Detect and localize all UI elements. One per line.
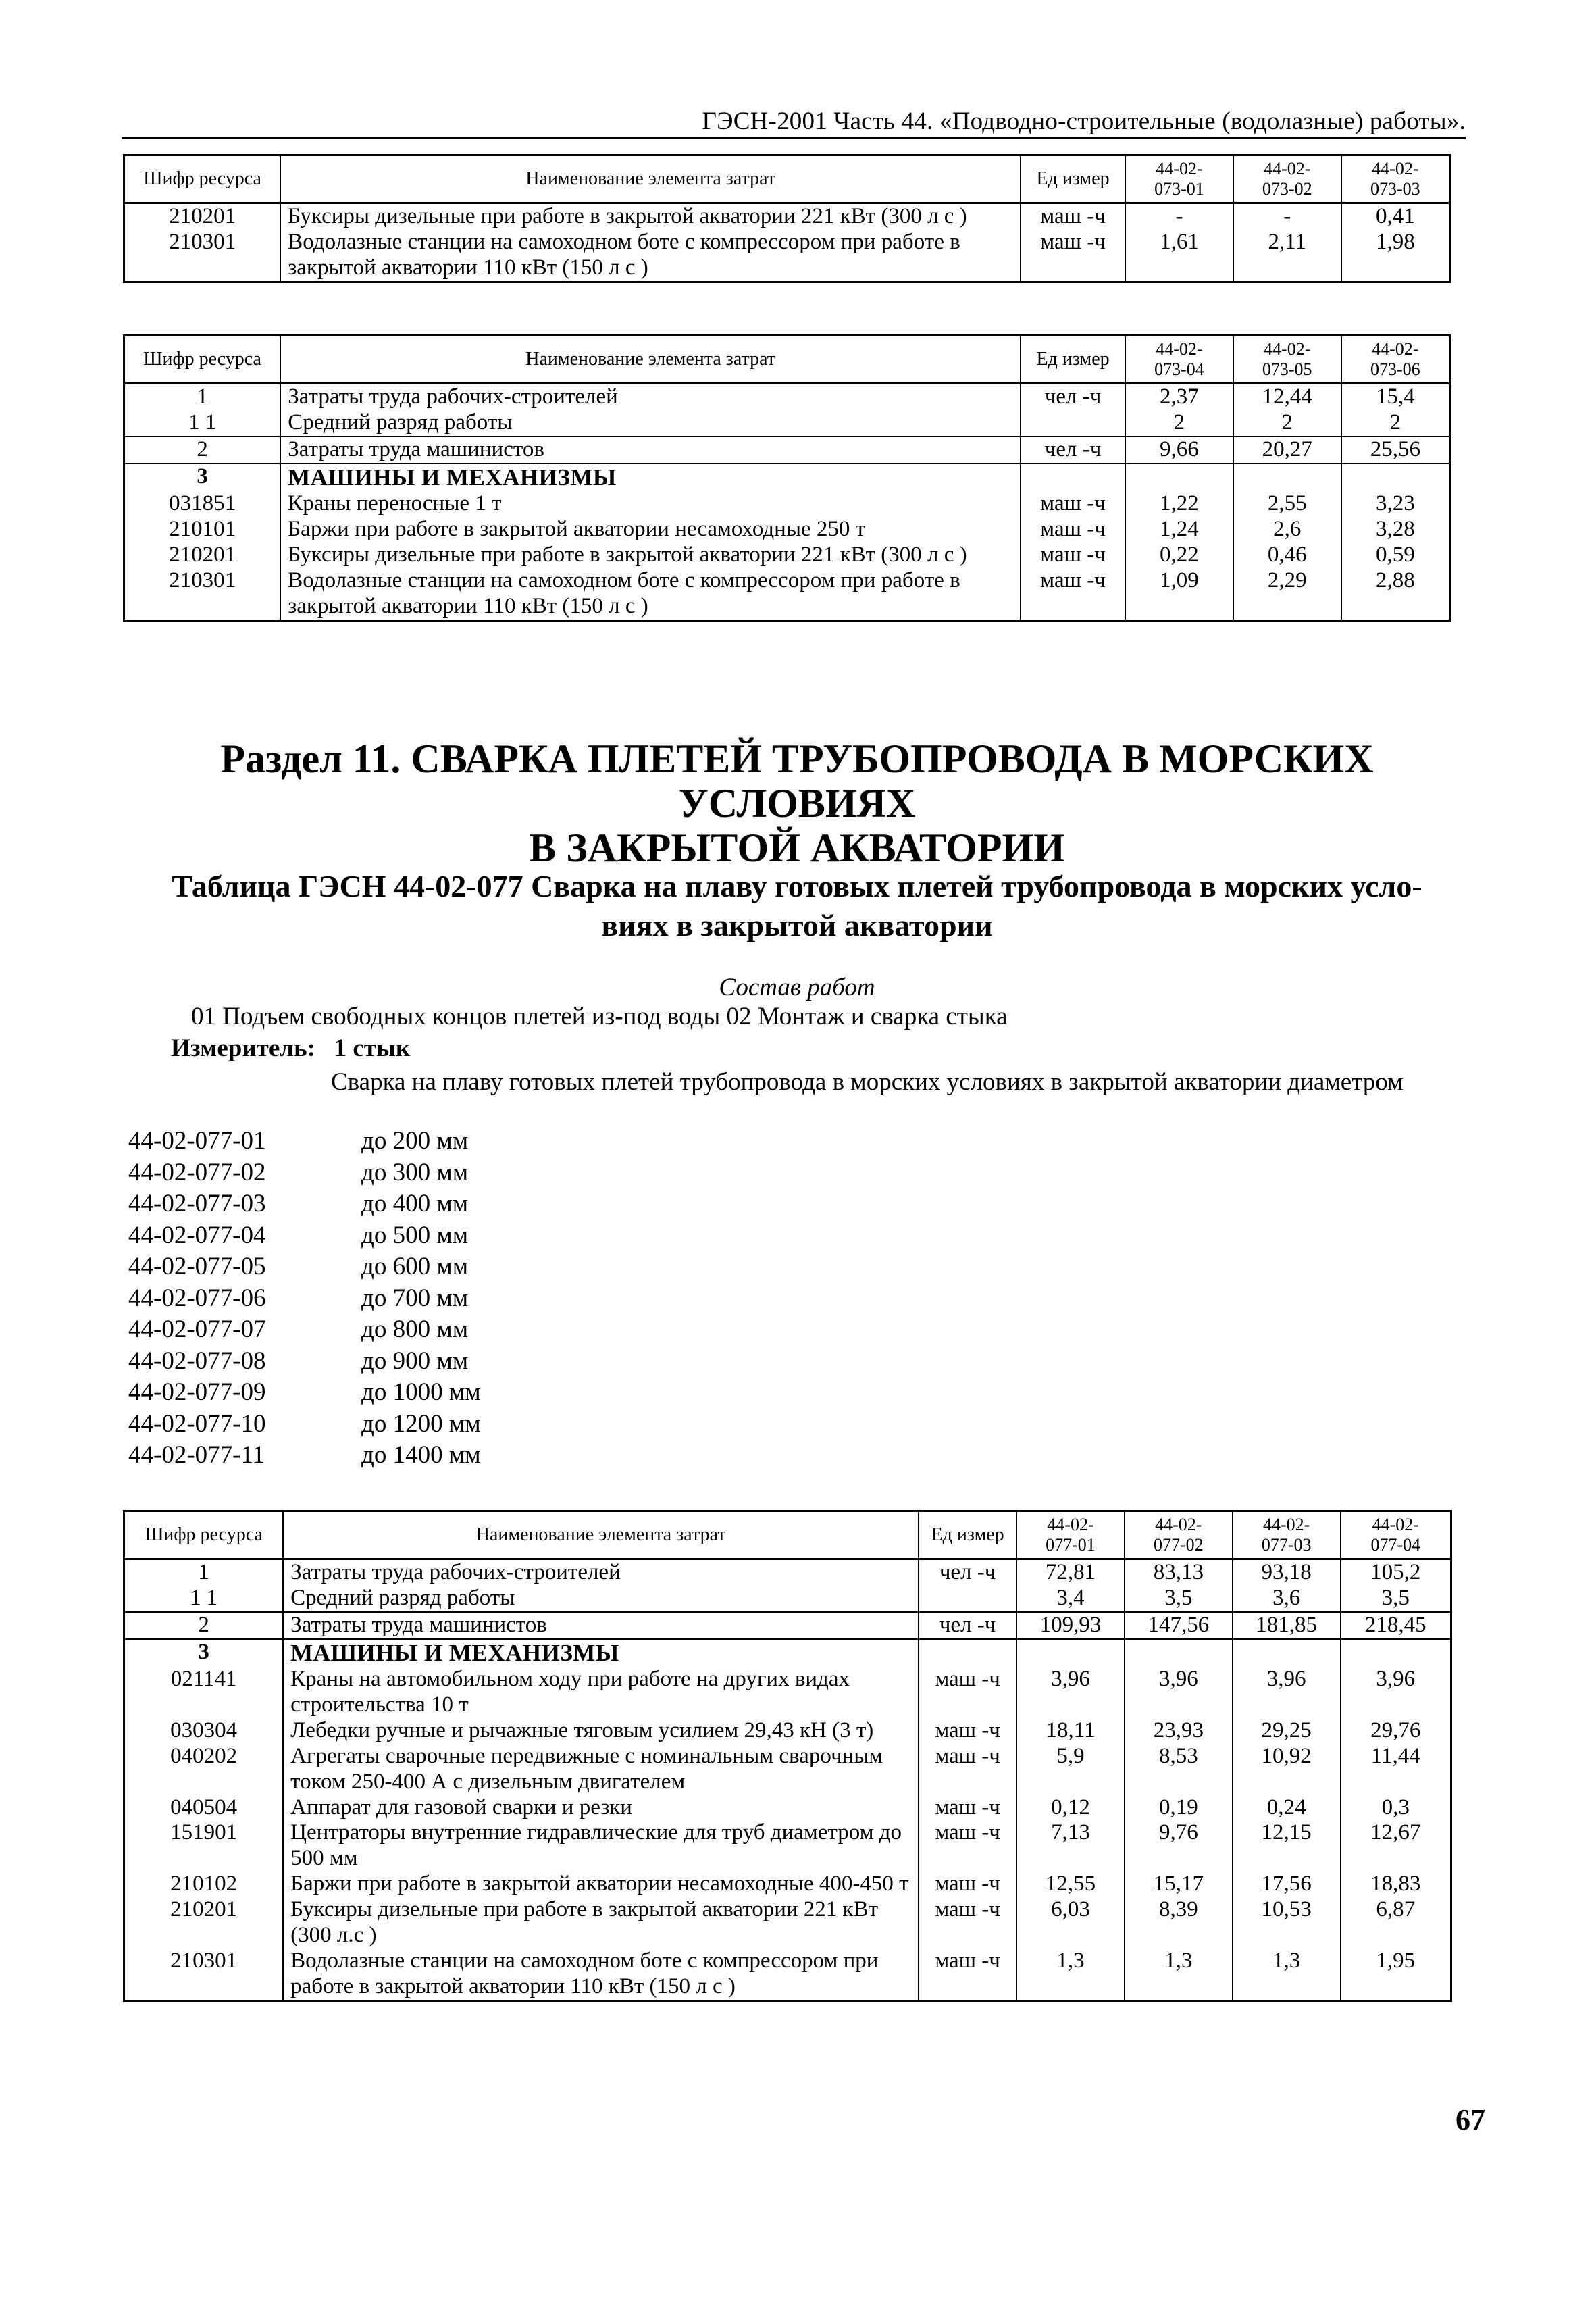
resource-name: Краны переносные 1 т — [280, 491, 1021, 517]
norm-code: 44-02- 077-01 — [1046, 1515, 1096, 1555]
resource-value: 15,4 — [1341, 383, 1450, 409]
table-row — [124, 1718, 1451, 1744]
resource-value: 29,76 — [1341, 1718, 1451, 1744]
col-header-norm — [1341, 336, 1450, 384]
table-row — [124, 568, 1450, 620]
resource-unit: маш -ч — [919, 1718, 1016, 1744]
resource-unit: маш -ч — [919, 1897, 1016, 1948]
resource-name: Затраты труда машинистов — [283, 1612, 919, 1639]
resource-value: 18,83 — [1341, 1871, 1451, 1897]
norm-code-row — [128, 1157, 481, 1189]
resource-unit — [919, 1586, 1016, 1612]
resource-value: 3,96 — [1125, 1667, 1233, 1718]
resource-value: 2,29 — [1233, 568, 1341, 620]
resource-value: 0,46 — [1233, 543, 1341, 568]
resource-value: 0,41 — [1341, 203, 1450, 229]
table-row — [124, 436, 1450, 463]
resource-value: 20,27 — [1233, 436, 1341, 463]
resource-unit: маш -ч — [919, 1667, 1016, 1718]
resource-value: 3,28 — [1341, 517, 1450, 543]
resource-code: 031851 — [124, 491, 281, 517]
resource-value: 15,17 — [1125, 1871, 1233, 1897]
table-row — [124, 517, 1450, 543]
col-header-norm — [1341, 155, 1450, 203]
norm-code: 44-02- 073-05 — [1262, 339, 1312, 379]
table-row — [124, 543, 1450, 568]
diameter-range: до 500 мм — [361, 1221, 469, 1249]
resource-value: 8,53 — [1125, 1744, 1233, 1795]
table-row — [124, 491, 1450, 517]
resource-value: 1,3 — [1016, 1948, 1125, 2001]
resource-name: Водолазные станции на самоходном боте с компрессором при работе в закрытой акватории 110 кВт (150 л с ) — [283, 1948, 919, 2001]
resource-value: 2,88 — [1341, 568, 1450, 620]
resource-value: 9,66 — [1125, 436, 1233, 463]
table-row — [124, 1559, 1451, 1585]
norm-code: 44-02-077-07 — [128, 1315, 266, 1343]
resource-value: 3,6 — [1233, 1586, 1341, 1612]
resource-name: Водолазные станции на самоходном боте с компрессором при работе в закрытой акватории 110 кВт (150 л с ) — [280, 230, 1021, 282]
norm-code: 44-02- 073-02 — [1262, 159, 1312, 199]
norm-code: 44-02-077-06 — [128, 1284, 266, 1312]
resource-value: 1,61 — [1125, 230, 1233, 282]
resource-name: Водолазные станции на самоходном боте с компрессором при работе в закрытой акватории 110 кВт (150 л с ) — [280, 568, 1021, 620]
resource-value: 8,39 — [1125, 1897, 1233, 1948]
resource-value: 2,11 — [1233, 230, 1341, 282]
resource-code: 1 — [124, 1559, 284, 1585]
norm-code: 44-02- 073-01 — [1154, 159, 1204, 199]
resource-code: 210101 — [124, 517, 281, 543]
resource-unit: чел -ч — [1021, 383, 1125, 409]
resource-value: 2 — [1125, 410, 1233, 436]
resource-value: 1,24 — [1125, 517, 1233, 543]
col-header-code: Шифр ресурса — [124, 155, 281, 203]
table-row — [124, 383, 1450, 409]
norm-code: 44-02- 077-02 — [1153, 1515, 1204, 1555]
resource-code: 210102 — [124, 1871, 284, 1897]
resource-name: Буксиры дизельные при работе в закрытой акватории 221 кВт (300 л с ) — [280, 543, 1021, 568]
resource-value — [1233, 463, 1341, 491]
resource-value: 181,85 — [1233, 1612, 1341, 1639]
resource-code: 210201 — [124, 543, 281, 568]
resource-value: 1,95 — [1341, 1948, 1451, 2001]
col-header-name: Наименование элемента затрат — [283, 1511, 919, 1559]
resource-name: Лебедки ручные и рычажные тяговым усилием 29,43 кН (3 т) — [283, 1718, 919, 1744]
table-title-line: виях в закрытой акватории — [601, 907, 993, 942]
resource-value: 12,15 — [1233, 1820, 1341, 1871]
table-section-row — [124, 1639, 1451, 1667]
resource-unit — [1021, 463, 1125, 491]
resource-value: 2 — [1233, 410, 1341, 436]
resource-value: 3,23 — [1341, 491, 1450, 517]
resource-code: 2 — [124, 1612, 284, 1639]
resource-unit — [1021, 410, 1125, 436]
resource-name: Баржи при работе в закрытой акватории несамоходные 250 т — [280, 517, 1021, 543]
resource-value: 3,96 — [1016, 1667, 1125, 1718]
resource-code: 210301 — [124, 1948, 284, 2001]
col-header-norm — [1233, 1511, 1341, 1559]
resource-code: 210201 — [124, 203, 281, 229]
norm-code-row — [128, 1409, 481, 1440]
resource-name: Средний разряд работы — [280, 410, 1021, 436]
resource-value: 1,09 — [1125, 568, 1233, 620]
resource-value — [1341, 463, 1450, 491]
diameter-range: до 800 мм — [361, 1315, 469, 1343]
resource-value: 72,81 — [1016, 1559, 1125, 1585]
resource-value: 1,3 — [1233, 1948, 1341, 2001]
norm-code-row — [128, 1220, 481, 1252]
col-header-norm — [1125, 155, 1233, 203]
table-row — [124, 1667, 1451, 1718]
resource-value: 25,56 — [1341, 436, 1450, 463]
composition-text: 01 Подъем свободных концов плетей из-под воды 02 Монтаж и сварка стыка — [191, 1003, 1008, 1030]
resource-value: 3,5 — [1125, 1586, 1233, 1612]
col-header-norm — [1125, 336, 1233, 384]
norm-code: 44-02-077-08 — [128, 1347, 266, 1375]
resource-value: 147,56 — [1125, 1612, 1233, 1639]
norm-code: 44-02- 073-06 — [1370, 339, 1420, 379]
col-header-norm — [1233, 336, 1341, 384]
resource-code: 1 1 — [124, 1586, 284, 1612]
table-row — [124, 1871, 1451, 1897]
resource-value: 29,25 — [1233, 1718, 1341, 1744]
resource-code: 3 — [124, 1639, 284, 1667]
resource-value: 17,56 — [1233, 1871, 1341, 1897]
resource-value — [1341, 1639, 1451, 1667]
norm-code-row — [128, 1377, 481, 1409]
table-row — [124, 410, 1450, 436]
resource-value: 93,18 — [1233, 1559, 1341, 1585]
resource-unit: чел -ч — [919, 1559, 1016, 1585]
resource-code: 1 1 — [124, 410, 281, 436]
col-header-name: Наименование элемента затрат — [280, 155, 1021, 203]
col-header-norm — [1016, 1511, 1125, 1559]
page-number: 67 — [1456, 2103, 1485, 2136]
resource-value: 2 — [1341, 410, 1450, 436]
resource-value: 12,67 — [1341, 1820, 1451, 1871]
resource-value: 83,13 — [1125, 1559, 1233, 1585]
resource-value: 3,96 — [1341, 1667, 1451, 1718]
resource-value: 3,96 — [1233, 1667, 1341, 1718]
table-row — [124, 230, 1450, 282]
resource-unit: маш -ч — [919, 1820, 1016, 1871]
diameter-range: до 1400 мм — [361, 1441, 481, 1469]
resource-value: 1,98 — [1341, 230, 1450, 282]
resource-name: Буксиры дизельные при работе в закрытой акватории 221 кВт (300 л с ) — [280, 203, 1021, 229]
diameter-range: до 400 мм — [361, 1190, 469, 1217]
resource-code: 021141 — [124, 1667, 284, 1718]
diameter-range: до 200 мм — [361, 1127, 469, 1155]
resource-value: 23,93 — [1125, 1718, 1233, 1744]
table-row — [124, 1820, 1451, 1871]
norm-code: 44-02-077-09 — [128, 1378, 266, 1406]
col-header-norm — [1125, 1511, 1233, 1559]
norm-code-list — [128, 1126, 481, 1472]
resource-value: 0,19 — [1125, 1795, 1233, 1821]
resource-unit: маш -ч — [1021, 517, 1125, 543]
resource-name: Краны на автомобильном ходу при работе на других видах строительства 10 т — [283, 1667, 919, 1718]
table-row — [124, 1586, 1451, 1612]
resource-value: 7,13 — [1016, 1820, 1125, 1871]
table-row — [124, 1744, 1451, 1795]
resource-value: 5,9 — [1016, 1744, 1125, 1795]
resource-value: 9,76 — [1125, 1820, 1233, 1871]
norm-code-row — [128, 1188, 481, 1220]
col-header-unit: Ед измер — [1021, 155, 1125, 203]
resource-value: 12,55 — [1016, 1871, 1125, 1897]
resource-name: Буксиры дизельные при работе в закрытой акватории 221 кВт (300 л.с ) — [283, 1897, 919, 1948]
table-row — [124, 1897, 1451, 1948]
resource-code: 040202 — [124, 1744, 284, 1795]
resource-value: 0,24 — [1233, 1795, 1341, 1821]
norm-code-row — [128, 1314, 481, 1346]
resource-name: Затраты труда рабочих-строителей — [283, 1559, 919, 1585]
resource-unit: маш -ч — [919, 1795, 1016, 1821]
col-header-unit: Ед измер — [1021, 336, 1125, 384]
resource-code: 3 — [124, 463, 281, 491]
resource-unit: маш -ч — [919, 1948, 1016, 2001]
resource-value: 6,87 — [1341, 1897, 1451, 1948]
resource-value — [1125, 463, 1233, 491]
resource-code: 1 — [124, 383, 281, 409]
norm-code-row — [128, 1440, 481, 1472]
resource-table-073-01-03 — [123, 154, 1451, 283]
resource-value: 18,11 — [1016, 1718, 1125, 1744]
resource-value: 109,93 — [1016, 1612, 1125, 1639]
running-head: ГЭСН-2001 Часть 44. «Подводно-строительные (водолазные) работы». — [122, 107, 1466, 139]
resource-code: 030304 — [124, 1718, 284, 1744]
resource-code: 210301 — [124, 230, 281, 282]
resource-name: Центраторы внутренние гидравлические для труб диаметром до 500 мм — [283, 1820, 919, 1871]
resource-value: 0,22 — [1125, 543, 1233, 568]
col-header-code: Шифр ресурса — [124, 1511, 284, 1559]
norm-code: 44-02-077-01 — [128, 1127, 266, 1155]
norm-code: 44-02- 073-03 — [1370, 159, 1420, 199]
resource-unit: маш -ч — [919, 1744, 1016, 1795]
section-title-line: Раздел 11. СВАРКА ПЛЕТЕЙ ТРУБОПРОВОДА В МОРСКИХ УСЛОВИЯХ — [220, 736, 1374, 826]
table-row — [124, 203, 1450, 229]
resource-value: 12,44 — [1233, 383, 1341, 409]
norm-code: 44-02-077-11 — [128, 1441, 265, 1469]
resource-unit: маш -ч — [919, 1871, 1016, 1897]
resource-code: 210201 — [124, 1897, 284, 1948]
resource-code: 151901 — [124, 1820, 284, 1871]
resource-value: 2,37 — [1125, 383, 1233, 409]
description-text: Сварка на плаву готовых плетей трубопровода в морских условиях в закрытой акватории диаметром — [331, 1068, 1404, 1096]
norm-code: 44-02-077-10 — [128, 1409, 266, 1438]
resource-value: 0,3 — [1341, 1795, 1451, 1821]
resource-unit: чел -ч — [1021, 436, 1125, 463]
norm-code: 44-02-077-05 — [128, 1253, 266, 1280]
table-row — [124, 1612, 1451, 1639]
resource-name: МАШИНЫ И МЕХАНИЗМЫ — [280, 463, 1021, 491]
col-header-norm — [1341, 1511, 1451, 1559]
resource-value: 1,3 — [1125, 1948, 1233, 2001]
table-section-row — [124, 463, 1450, 491]
col-header-name: Наименование элемента затрат — [280, 336, 1021, 384]
resource-value: 3,4 — [1016, 1586, 1125, 1612]
section-title — [122, 736, 1472, 870]
norm-code: 44-02- 077-04 — [1370, 1515, 1421, 1555]
diameter-range: до 300 мм — [361, 1158, 469, 1186]
diameter-range: до 700 мм — [361, 1284, 469, 1312]
col-header-norm — [1233, 155, 1341, 203]
resource-code: 210301 — [124, 568, 281, 620]
resource-name: Затраты труда рабочих-строителей — [280, 383, 1021, 409]
resource-unit: маш -ч — [1021, 203, 1125, 229]
norm-code-row — [128, 1283, 481, 1315]
resource-unit — [919, 1639, 1016, 1667]
norm-code: 44-02-077-03 — [128, 1190, 266, 1217]
norm-code-row — [128, 1251, 481, 1283]
norm-code: 44-02- 073-04 — [1154, 339, 1204, 379]
norm-code: 44-02- 077-03 — [1261, 1515, 1312, 1555]
col-header-code: Шифр ресурса — [124, 336, 281, 384]
resource-value: 3,5 — [1341, 1586, 1451, 1612]
resource-table-077-01-04 — [123, 1510, 1452, 2002]
resource-name: МАШИНЫ И МЕХАНИЗМЫ — [283, 1639, 919, 1667]
resource-unit: маш -ч — [1021, 230, 1125, 282]
resource-value: 6,03 — [1016, 1897, 1125, 1948]
diameter-range: до 600 мм — [361, 1253, 469, 1280]
resource-value: 1,22 — [1125, 491, 1233, 517]
resource-name: Аппарат для газовой сварки и резки — [283, 1795, 919, 1821]
resource-name: Средний разряд работы — [283, 1586, 919, 1612]
resource-value: 105,2 — [1341, 1559, 1451, 1585]
diameter-range: до 1200 мм — [361, 1409, 481, 1438]
col-header-unit: Ед измер — [919, 1511, 1016, 1559]
resource-value — [1125, 1639, 1233, 1667]
resource-value — [1233, 1639, 1341, 1667]
resource-value: - — [1125, 203, 1233, 229]
diameter-range: до 900 мм — [361, 1347, 469, 1375]
resource-unit: маш -ч — [1021, 491, 1125, 517]
meter-text: Измеритель: 1 стык — [171, 1034, 411, 1062]
resource-name: Затраты труда машинистов — [280, 436, 1021, 463]
resource-name: Агрегаты сварочные передвижные с номинальным сварочным током 250-400 А с дизельным двигателем — [283, 1744, 919, 1795]
resource-unit: чел -ч — [919, 1612, 1016, 1639]
norm-code-row — [128, 1346, 481, 1378]
table-title — [122, 867, 1472, 945]
resource-unit: маш -ч — [1021, 568, 1125, 620]
table-row — [124, 1948, 1451, 2001]
resource-code: 2 — [124, 436, 281, 463]
resource-code: 040504 — [124, 1795, 284, 1821]
table-row — [124, 1795, 1451, 1821]
resource-value: 0,59 — [1341, 543, 1450, 568]
section-title-line: В ЗАКРЫТОЙ АКВАТОРИИ — [529, 826, 1065, 870]
resource-name: Баржи при работе в закрытой акватории несамоходные 400-450 т — [283, 1871, 919, 1897]
resource-value: 218,45 — [1341, 1612, 1451, 1639]
resource-value: 0,12 — [1016, 1795, 1125, 1821]
resource-value: 11,44 — [1341, 1744, 1451, 1795]
resource-table-073-04-06 — [123, 334, 1451, 622]
resource-value: 2,55 — [1233, 491, 1341, 517]
norm-code-row — [128, 1126, 481, 1157]
resource-value: - — [1233, 203, 1341, 229]
resource-value — [1016, 1639, 1125, 1667]
norm-code: 44-02-077-04 — [128, 1221, 266, 1249]
table-title-line: Таблица ГЭСН 44-02-077 Сварка на плаву готовых плетей трубопровода в морских усло- — [172, 869, 1422, 903]
resource-unit: маш -ч — [1021, 543, 1125, 568]
resource-value: 2,6 — [1233, 517, 1341, 543]
composition-label: Состав работ — [719, 974, 875, 1001]
resource-value: 10,53 — [1233, 1897, 1341, 1948]
norm-code: 44-02-077-02 — [128, 1158, 266, 1186]
diameter-range: до 1000 мм — [361, 1378, 481, 1406]
resource-value: 10,92 — [1233, 1744, 1341, 1795]
